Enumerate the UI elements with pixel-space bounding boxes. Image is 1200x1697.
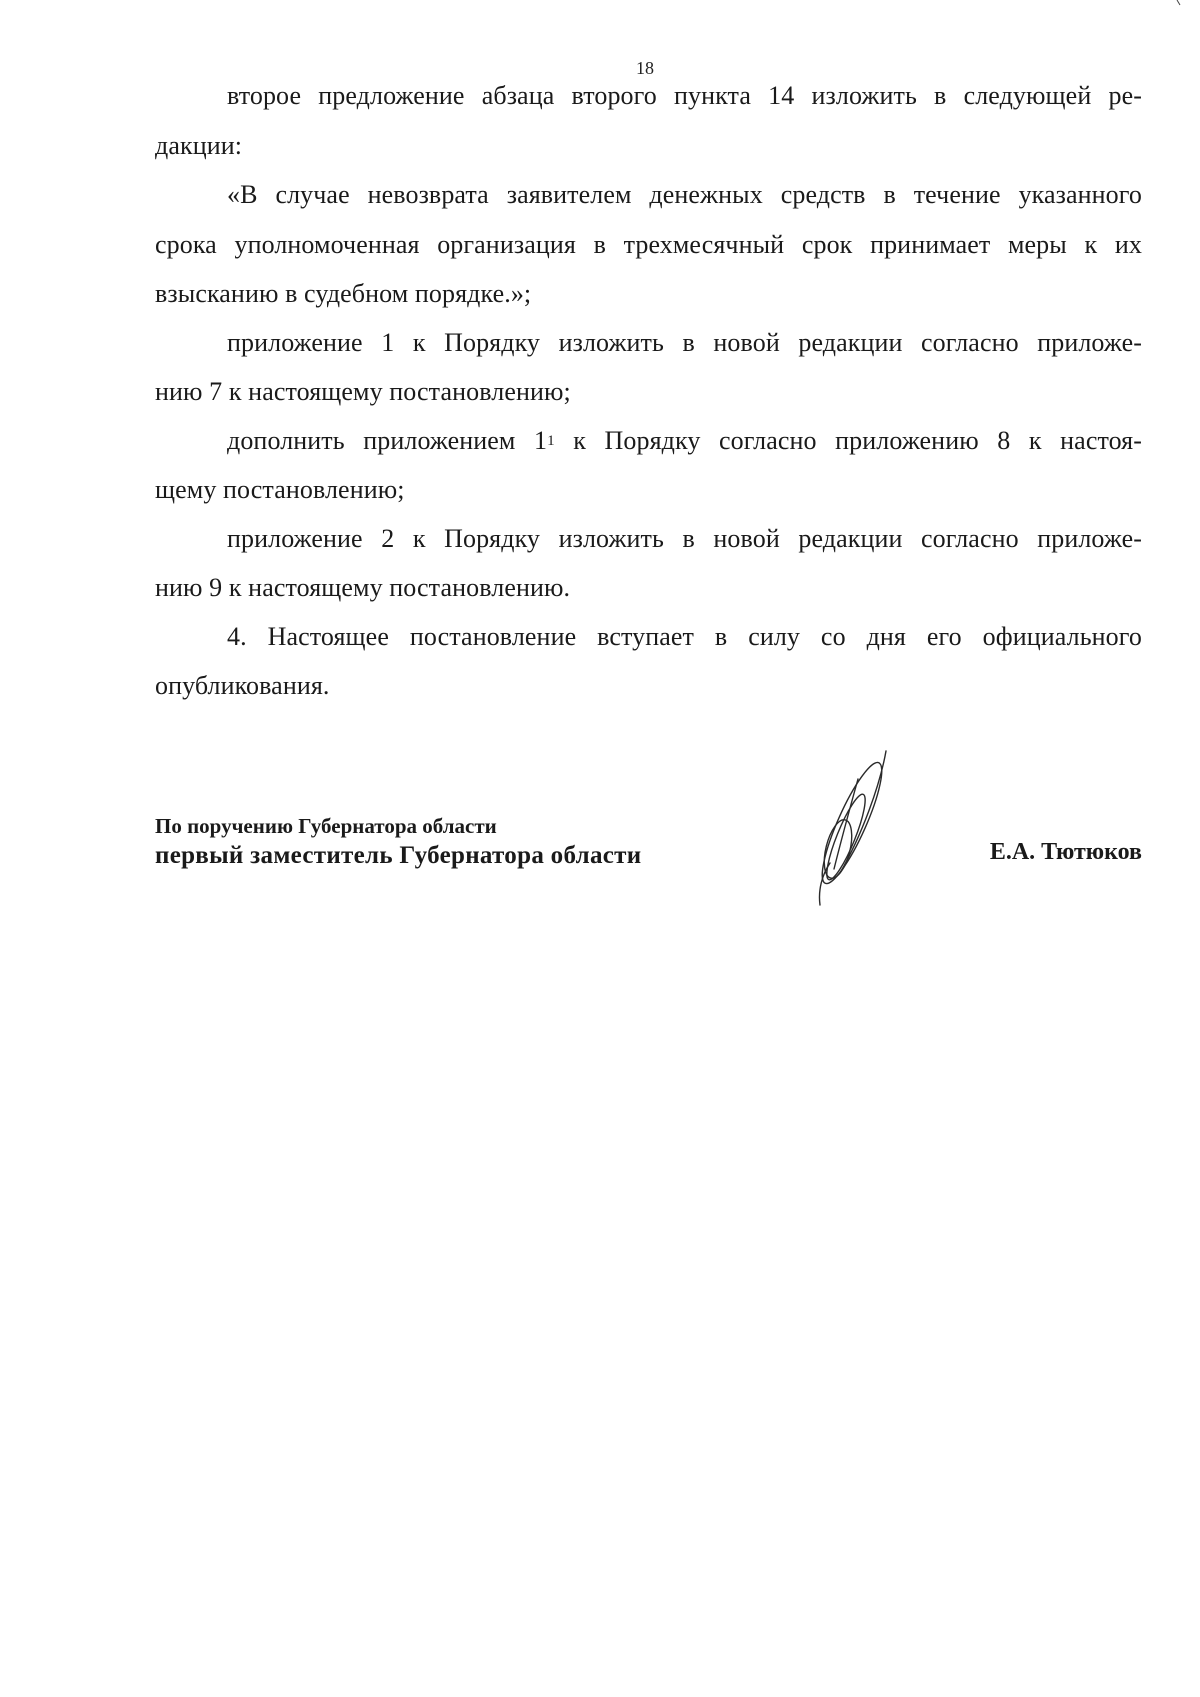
signature-authority-line: По поручению Губернатора области — [155, 814, 497, 838]
page-number: 18 — [636, 58, 654, 78]
paragraph-5-line-2: нию 9 к настоящему постановлению. — [155, 573, 571, 602]
paragraph-3-line-1: приложение 1 к Порядку изложить в новой редакции согласно приложе- — [227, 328, 1142, 357]
handwritten-signature — [800, 745, 910, 915]
paragraph-4-line-2: щему постановлению; — [155, 475, 405, 504]
paragraph-1-line-1: второе предложение абзаца второго пункта 14 изложить в следующей ре- — [227, 81, 1142, 110]
paragraph-2-line-2: срока уполномоченная организация в трехмесячный срок принимает меры к их — [155, 230, 1142, 259]
scan-corner-mark — [1176, 0, 1182, 6]
signatory-name: Е.А. Тютюков — [989, 839, 1142, 865]
paragraph-2-line-1: «В случае невозврата заявителем денежных средств в течение указанного — [227, 180, 1142, 209]
superscript-index: 1 — [547, 433, 555, 449]
paragraph-4-line-1-end: к Порядку согласно приложению 8 к настоя- — [554, 426, 1142, 455]
paragraph-3-line-2: нию 7 к настоящему постановлению; — [155, 377, 571, 406]
paragraph-6-line-2: опубликования. — [155, 671, 330, 700]
paragraph-2-line-3: взысканию в судебном порядке.»; — [155, 279, 532, 308]
paragraph-4-line-1-start: дополнить приложением 1 — [227, 426, 548, 455]
paragraph-6-line-1: 4. Настоящее постановление вступает в силу со дня его официального — [227, 622, 1142, 651]
paragraph-4-line-1 — [227, 425, 1142, 461]
paragraph-5-line-1: приложение 2 к Порядку изложить в новой редакции согласно приложе- — [227, 524, 1142, 553]
paragraph-1-line-2: дакции: — [155, 131, 243, 160]
signature-position-line: первый заместитель Губернатора области — [155, 842, 642, 869]
signature-block — [155, 812, 641, 872]
